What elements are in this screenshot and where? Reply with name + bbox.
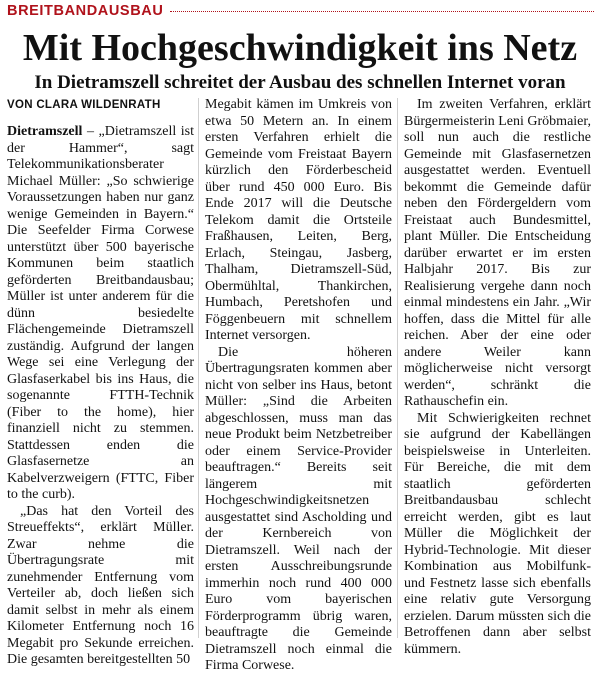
column-divider (397, 98, 398, 638)
article-paragraph: Mit Schwierigkeiten rechnet sie aufgrund der Kabellängen beispielsweise in Unterleiten. Für Bereiche, die mit dem staatlich geförderten Breitbandausbau schlecht erreicht werden, gibt es laut Müller die Möglichkeit der Hybrid-Technologie. Mit dieser Kombination aus Mobilfunk- und Festnetz lasse sich ebenfalls eine relativ gute Versorgung erzielen. Darum müssten sich die Betroffenen dann aber selbst kümmern. (404, 410, 591, 657)
subheadline: In Dietramszell schreitet der Ausbau des schnellen Internet voran (34, 72, 566, 93)
section-kicker: BREITBANDAUSBAU (7, 3, 164, 19)
byline: VON CLARA WILDENRATH (7, 99, 161, 111)
dateline: Dietramszell (7, 124, 83, 139)
article-column-1 (7, 124, 194, 669)
column-divider (198, 98, 199, 638)
article-paragraph: Megabit kämen im Umkreis von etwa 50 Metern an. In einem ersten Verfahren erhielt die Gemeinde vom Freistaat Bayern kürzlich den Förderbescheid über rund 450 000 Euro. Bis Ende 2017 will die Deutsche Telekom damit die Ortsteile Fraßhausen, Leiten, Berg, Erlach, Steingau, Jasberg, Thalham, Dietramszell-Süd, Obermühltal, Thankirchen, Humbach, Peretshofen und Föggenbeuern mit schnellem Internet versorgen. (205, 97, 392, 343)
kicker-divider (170, 11, 594, 12)
paragraph-text: – „Dietramszell ist der Hammer“, sagt Telekommunikationsberater Michael Müller: „So schwierige Voraussetzungen haben nur ganz wenige Gemeinden in Bayern.“ Die Seefelder Firma Corwese unterstützt über 500 bayerische Kommunen beim staatlich geförderten Breitbandausbau; Müller ist unter anderem für die dünn besiedelte Flächengemeinde Dietramszell zuständig. Aufgrund der langen Wege sei eine Verlegung der Glasfaserkabel bis ins Haus, die sogenannte FTTH-Technik (Fiber to the home), hier finanziell nicht zu stemmen. Stattdessen enden die Glasfasernetze an Kabelverzweigern (FTTC, Fiber to the curb). (7, 124, 195, 502)
article-paragraph: Im zweiten Verfahren, erklärt Bürgermeisterin Leni Gröbmaier, soll nun auch die restliche Gemeinde mit Glasfasernetzen ausgestattet werden. Eventuell bekommt die Gemeinde dafür neben den Fördergeldern vom Freistaat auch Bundesmittel, plant Müller. Die Entscheidung darüber erwartet er im ersten Halbjahr 2017. Bis zur Realisierung vergehe dann noch einmal mindestens ein Jahr. „Wir hoffen, dass die Mittel für alle reichen. Aber der eine oder andere Weiler kann möglicherweise nicht versorgt werden“, schränkt die Rathauschefin ein. (404, 97, 591, 409)
article-paragraph: „Das hat den Vorteil des Streueffekts“, erklärt Müller. Zwar nehme die Übertragungsrate mit zunehmender Entfernung vom Verteiler ab, doch ließen sich damit selbst in mehr als einem Kilometer Entfernung noch 16 Megabit pro Sekunde erreichen. Die gesamten bereitgestellten 50 (7, 503, 194, 667)
headline: Mit Hochgeschwindigkeit ins Netz (22, 27, 578, 69)
article-column-2 (205, 97, 392, 675)
article-column-3 (404, 97, 591, 658)
article-paragraph: Die höheren Übertragungsraten kommen aber nicht von selber ins Haus, betont Müller: „Sind die Arbeiten abgeschlossen, muss man das neue Produkt beim Netzbetreiber oder einem Service-Provider beauftragen.“ Bereits seit längerem mit Hochgeschwindigkeitsnetzen ausgestattet sind Ascholding und der Kernbereich von Dietramszell. Weil nach der ersten Ausschreibungsrunde immerhin noch rund 400 000 Euro vom bayerischen Förderprogramm übrig waren, beauftragte die Gemeinde Dietramszell noch einmal die Firma Corwese. (205, 344, 392, 673)
article-paragraph (7, 124, 194, 504)
